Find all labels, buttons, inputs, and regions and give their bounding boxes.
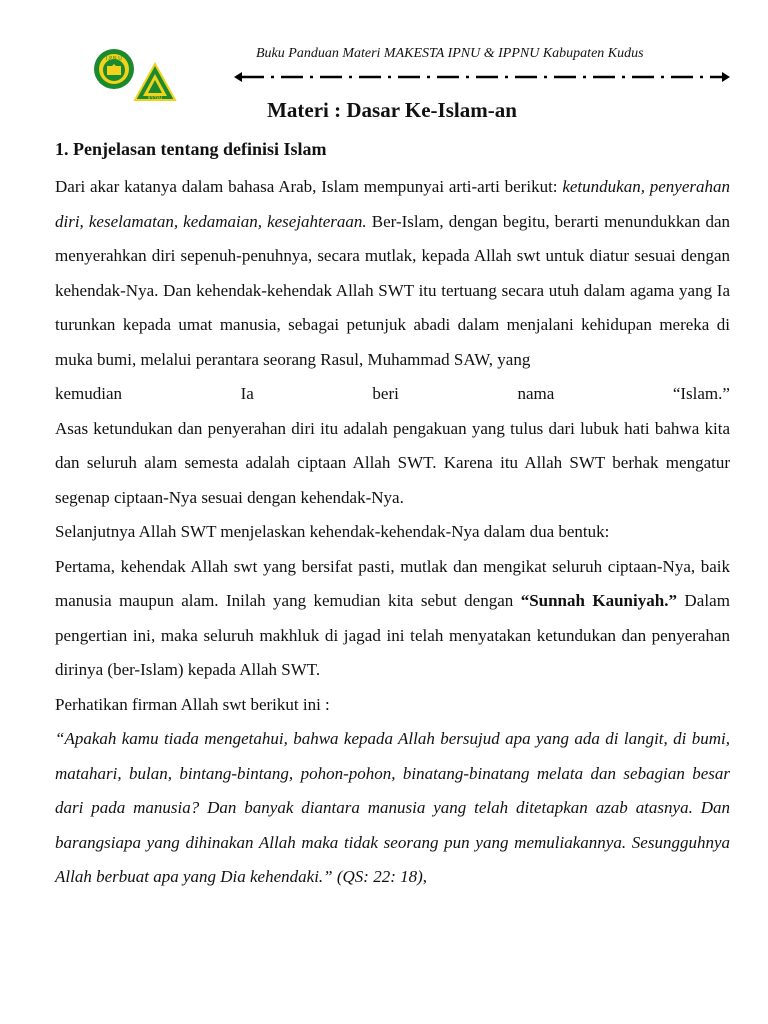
ippnu-logo-text: IPPNU [147, 95, 163, 101]
quran-quote: “Apakah kamu tiada mengetahui, bahwa kepada Allah bersujud apa yang ada di langit, di bumi, matahari, bulan, bintang-bintang, pohon-pohon, binatang-binatang melata dan sebagian besar dari pada manusia? Dan banyak diantara manusia yang telah ditetapkan azab atasnya. Dan barangsiapa yang dihinakan Allah maka tidak seorang pun yang memuliakannya. Sesungguhnya Allah berbuat apa yang Dia kehendaki.” (QS: 22: 18), [55, 729, 730, 886]
paragraph-asas: Asas ketundukan dan penyerahan diri itu adalah pengakuan yang tulus dari lubuk hati bahwa kita dan seluruh alam semesta adalah ciptaan Allah SWT. Karena itu Allah SWT berhak mengatur segenap ciptaan-Nya sesuai dengan kehendak-Nya. [55, 418, 730, 507]
ippnu-logo [133, 62, 177, 102]
spread-word: kemudian [55, 384, 123, 403]
page-title: Materi : Dasar Ke-Islam-an [267, 98, 517, 122]
body-text [55, 170, 730, 895]
sunnah-kauniyah-term: “Sunnah Kauniyah.” [520, 591, 677, 610]
spread-line [55, 377, 730, 412]
section-heading: 1. Penjelasan tentang definisi Islam [55, 139, 327, 159]
paragraph-perhatikan: Perhatikan firman Allah swt berikut ini : [55, 694, 330, 714]
spread-word: beri [372, 384, 399, 403]
ipnu-logo-text: I.P.N.U [106, 56, 122, 62]
ipnu-logo [93, 48, 135, 90]
intro-paragraph: Dari akar katanya dalam bahasa Arab, Islam mempunyai arti-arti berikut: ketundukan, penyerahan diri, keselamatan, kedamaian, kesejahteraan. Ber-Islam, dengan begitu, berarti menundukkan dan menyerahkan diri sepenuh-penuhnya, secara mutlak, kepada Allah swt untuk diatur sesuai dengan kehendak-Nya. Dan kehendak-kehendak Allah SWT itu tertuang secara utuh dalam agama yang Ia turunkan kepada umat manusia, sebagai petunjuk abadi dalam menjalani kehidupan mereka di muka bumi, melalui perantara seorang Rasul, Muhammad SAW, yang [55, 177, 730, 369]
spread-word: nama [517, 384, 555, 403]
spread-word: “Islam.” [672, 384, 730, 403]
islam-meanings: ketundukan, penyerahan diri, keselamatan, kedamaian, kesejahteraan. [55, 177, 730, 231]
header-running-title: Buku Panduan Materi MAKESTA IPNU & IPPNU Kabupaten Kudus [256, 46, 644, 61]
spread-word: Ia [240, 384, 254, 403]
paragraph-pertama: Pertama, kehendak Allah swt yang bersifat pasti, mutlak dan mengikat seluruh ciptaan-Nya, baik manusia maupun alam. Inilah yang kemudian kita sebut dengan “Sunnah Kauniyah.” Dalam pengertian ini, maka seluruh makhluk di jagad ini telah menyatakan ketundukan dan penyerahan dirinya (ber-Islam) kepada Allah SWT. [55, 556, 730, 679]
paragraph-selanjutnya: Selanjutnya Allah SWT menjelaskan kehendak-kehendak-Nya dalam dua bentuk: [55, 522, 610, 541]
header-divider [232, 70, 732, 84]
